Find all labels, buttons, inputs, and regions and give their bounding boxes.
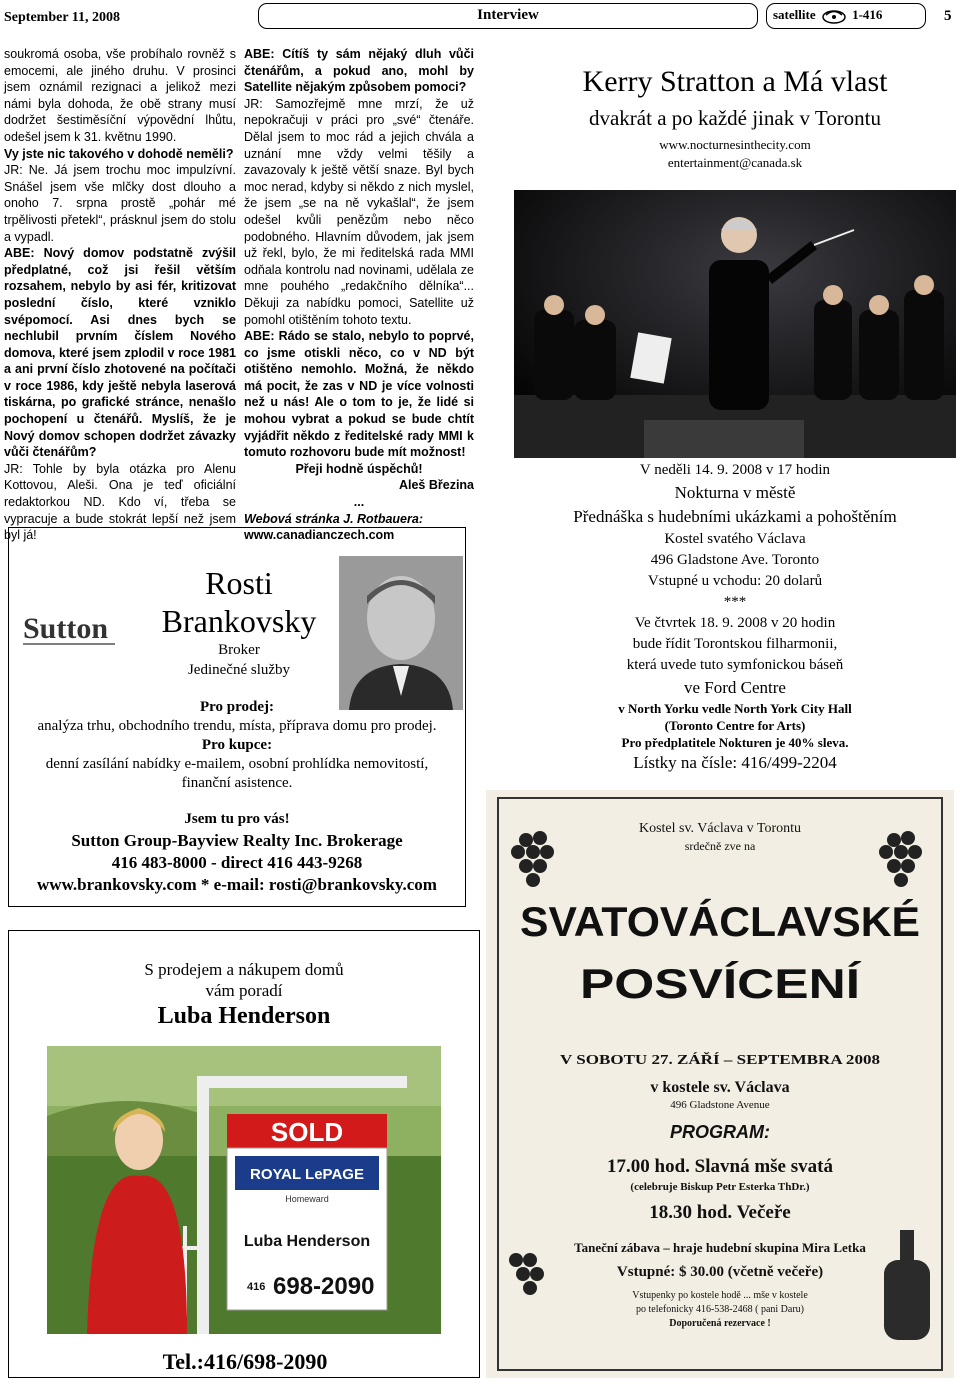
event-paragraph: ***	[723, 594, 747, 610]
broker-portrait	[339, 556, 463, 710]
issue-date: September 11, 2008	[4, 10, 121, 25]
event-paragraph: Nokturna v městě	[674, 483, 796, 502]
sign-brand-text: ROYAL LePAGE	[250, 1166, 364, 1183]
concert-email-link[interactable]: entertainment@canada.sk	[667, 155, 803, 170]
col1-paragraph: JR: Tohle by byla otázka pro Alenu Kottovou, Aleši. Ona je teď oficiální redaktorkou ND. Kdo ví, třeba se vypracuje a bude stokrát lepší než jsem byl já!	[4, 461, 236, 543]
col2-paragraph: ABE: Cítíš ty sám nějaký dluh vůči čtenářům, a pokud ano, mohl by Satellite nějakým způsobem pomoci?	[244, 47, 474, 95]
col2-paragraph: Webová stránka J. Rotbauera:	[244, 511, 423, 526]
poster-fee: Vstupné: $ 30.00 (včetně večeře)	[616, 1264, 824, 1280]
poster-program: PROGRAM:	[670, 1122, 770, 1142]
poster-celebrant: (celebruje Biskup Petr Esterka ThDr.)	[630, 1181, 810, 1193]
contact-info	[9, 808, 465, 896]
col1-paragraph: ABE: Nový domov podstatně zvýšil předplatné, což jsi řešil větším rozsahem, nebylo by asi fér, kritizovat poslední číslo, které vzniklo svépomocí. Asi dnes bych se nechlubil prvním číslem Nového domova, které jsem zplodil v roce 1981 a ani první číslo zhotovené na počítači v roce 1986, kdy ještě nebyla laserová tiskárna, po grafické stránce, nenašlo pochopení u čtenářů. Myslíš, že je Nový domov schopen dodržet závazky vůči čtenářům?	[4, 246, 236, 460]
poster-tickets-1: Vstupenky po kostele hodě ... mše v kostele	[632, 1290, 808, 1301]
broker-title: Broker	[218, 642, 260, 658]
broker-last-name: Brankovsky	[161, 603, 317, 639]
sell-text: analýza trhu, obchodního trendu, místa, příprava domu pro prodej.	[37, 718, 437, 734]
luba-phone: Tel.:416/698-2090	[162, 1349, 328, 1374]
col1-paragraph: JR: Ne. Já jsem trochu moc impulzívní. Snášel jsem vše mlčky dost dlouho a onoho 7. srpna prostě „pohár mé trpělivosti přetekl“, prásknul jsem do stolu a vypadl.	[4, 163, 236, 244]
poster-dinner: 18.30 hod. Večeře	[649, 1202, 791, 1223]
section-title: Interview	[258, 3, 758, 29]
event-details	[510, 460, 960, 775]
broker-role	[139, 640, 339, 680]
luba-name: Luba Henderson	[157, 1003, 331, 1029]
event-paragraph: Pro předplatitele Nokturen je 40% sleva.	[621, 735, 849, 750]
poster-date: V SOBOTU 27. ZÁŘÍ – SEPTEMBRA 2008	[560, 1053, 824, 1068]
broker-name	[139, 564, 339, 640]
sign-name-text: Luba Henderson	[243, 1233, 371, 1250]
sign-phone-text: 698-2090	[273, 1273, 375, 1300]
event-paragraph: Kostel svatého Václava	[664, 531, 806, 547]
poster-invite: srdečně zve na	[684, 839, 756, 853]
event-paragraph: Vstupné u vchodu: 20 dolarů	[647, 573, 823, 589]
page-number: 5	[944, 8, 952, 24]
broker-tagline: Jedinečné služby	[187, 662, 291, 678]
poster-address: 496 Gladstone Avenue	[670, 1099, 770, 1111]
poster-title-1: SVATOVÁCLAVSKÉ	[520, 898, 920, 945]
company-name: Sutton Group-Bayview Realty Inc. Brokerage	[71, 831, 403, 850]
concert-web-link[interactable]: www.nocturnesinthecity.com	[659, 137, 811, 152]
event-paragraph: (Toronto Centre for Arts)	[664, 718, 806, 733]
luba-line2: vám poradí	[205, 981, 283, 1000]
event-paragraph: bude řídit Torontskou filharmonii,	[632, 636, 838, 652]
broker-web[interactable]: www.brankovsky.com * e-mail: rosti@brankovsky.com	[37, 875, 437, 894]
sign-sold-text: SOLD	[270, 1117, 344, 1147]
interview-column-1	[4, 46, 236, 544]
poster-dance: Taneční zábava – hraje hudební skupina Mira Letka	[574, 1240, 866, 1255]
poster-tickets-3: Doporučená rezervace !	[669, 1318, 771, 1329]
satellite-dish-icon	[821, 8, 847, 24]
concert-title: Kerry Stratton a Má vlast	[582, 65, 888, 98]
issue-number: 1-416	[852, 7, 883, 22]
broker-first-name: Rosti	[205, 565, 273, 601]
poster-church: Kostel sv. Václava v Torontu	[638, 821, 802, 836]
sold-sign-photo	[47, 1046, 441, 1334]
rosti-brankovsky-ad	[8, 527, 466, 907]
col1-paragraph: Vy jste nic takového v dohodě neměli?	[4, 146, 234, 161]
event-paragraph: která uvede tuto symfonickou báseň	[626, 657, 844, 673]
event-paragraph: Přednáška s hudebními ukázkami a pohoštěním	[573, 507, 897, 526]
orchestra-illustration	[514, 190, 956, 458]
buy-label: Pro kupce:	[201, 737, 273, 753]
concert-ad	[510, 46, 960, 172]
poster-title-2: POSVÍCENÍ	[580, 960, 862, 1007]
broker-phones: 416 483-8000 - direct 416 443-9268	[111, 853, 363, 872]
sell-label: Pro prodej:	[199, 699, 275, 715]
sign-sub-text: Homeward	[285, 1194, 329, 1204]
col2-paragraph: Přeji hodně úspěchů!	[295, 461, 423, 476]
event-paragraph: V neděli 14. 9. 2008 v 17 hodin	[639, 462, 831, 478]
concert-subtitle: dvakrát a po každé jinak v Torontu	[588, 106, 882, 130]
event-paragraph: Ve čtvrtek 18. 9. 2008 v 20 hodin	[634, 615, 836, 631]
col2-paragraph: JR: Samozřejmě mne mrzí, že už nepokračuji v práci pro „své“ čtenáře. Dělal jsem to moc rád a jejich chvála a uznání mne vždy velmi těšily a zavazovaly k ještě větší snaze. Byl bych moc nerad, kdyby si někdo z nich myslel, že jsem „se na ně vykašlal“, že jsem odešel kvůli penězům nebo něco podobného. Hlavním důvodem, jak jsem už řekl, bylo, že mi ředitelská rada MMI odňala kontrolu nad novinami, udělala ze mne pouhého „redakčního dělníka“... Děkuji za nabídku pomoci, Satellite už pomohl otištěním tohoto textu.	[244, 96, 474, 327]
col2-paragraph: Aleš Březina	[398, 478, 474, 493]
publication-box	[766, 3, 926, 29]
buy-text: denní zasílání nabídky e-mailem, osobní prohlídka nemovitostí, finanční asistence.	[45, 756, 429, 791]
event-paragraph: ve Ford Centre	[684, 678, 786, 697]
col1-paragraph: soukromá osoba, vše probíhalo rovněž s emocemi, ale jiného druhu. V prosinci jsem oznámil rezignaci a jelikož mezi námi byla dohoda, že obě strany musí dodržet šestiměsíční výpovědní lhůtu, odešel jsem k 31. květnu 1990.	[4, 47, 236, 144]
luba-line1: S prodejem a nákupem domů	[144, 960, 344, 979]
event-paragraph: v North Yorku vedle North York City Hall	[618, 701, 852, 716]
here-for-you: Jsem tu pro vás!	[184, 811, 290, 827]
sutton-logo-text: Sutton	[23, 612, 109, 645]
posviceni-poster	[486, 790, 954, 1378]
event-paragraph: Lístky na čísle: 416/499-2204	[633, 753, 837, 772]
sign-area-text: 416	[247, 1281, 266, 1293]
luba-henderson-ad	[8, 930, 480, 1378]
col2-paragraph: ABE: Rádo se stalo, nebylo to poprvé, co jsme otiskli něco, co v ND být otištěno nemohlo. Možná, že někdo má pocit, že zas v ND je více volnosti než u nás! Ale o tom to je, že lidé si mohou vybrat a pokud se bude chtít vyjádřit někdo z ředitelské rady MMI k tomuto rozhovoru bude mít možnost!	[244, 329, 474, 460]
poster-mass: 17.00 hod. Slavná mše svatá	[607, 1156, 833, 1177]
event-paragraph: 496 Gladstone Ave. Toronto	[650, 552, 820, 568]
col2-paragraph: www.canadianczech.com	[244, 528, 395, 543]
publication-name: satellite	[773, 7, 816, 22]
services	[9, 698, 465, 793]
sutton-logo	[21, 602, 117, 652]
poster-tickets-2: po telefonicky 416-538-2468 ( pani Daru)	[635, 1304, 805, 1315]
interview-column-2	[244, 46, 474, 544]
poster-venue: v kostele sv. Václava	[650, 1079, 790, 1096]
col2-paragraph: ...	[353, 495, 365, 510]
orchestra-photo	[514, 190, 956, 458]
